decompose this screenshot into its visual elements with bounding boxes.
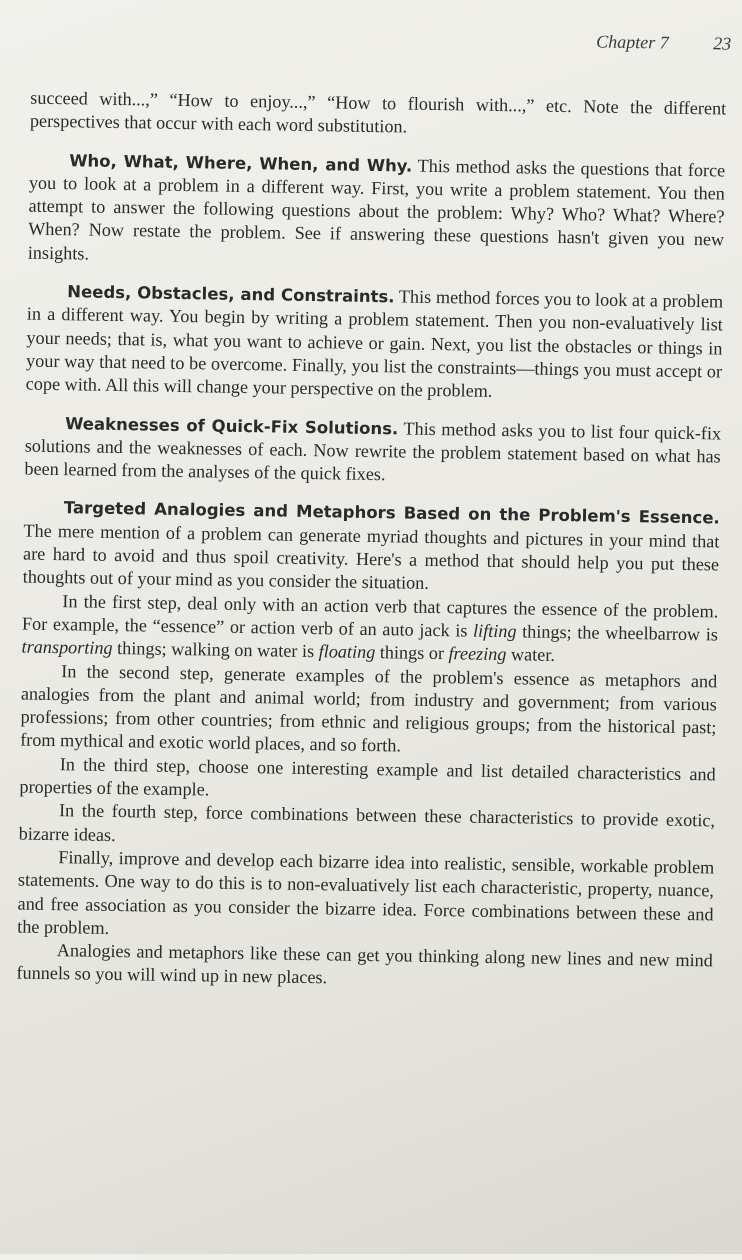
paragraph-text: things; walking on water is [112, 638, 319, 662]
paragraph-text: In the fourth step, force combinations between these characteristics to provide exotic, bizarre ideas. [18, 800, 716, 845]
paragraph-text: In the second step, generate examples of the problem's essence as metaphors and analogies from the plant and animal world; from industry and government; from various professions; from other countries; from ethnic and religious groups; from the historical past; from mythical and exotic world places, and so forth. [20, 660, 718, 756]
paragraph [17, 845, 714, 949]
paragraph-text: things or [375, 642, 449, 664]
paragraph-text: In the first step, deal only with an action verb that captures the essence of the problem. For example, the “essence” or action verb of an auto jack is [21, 590, 719, 641]
paragraph-text: Analogies and metaphors like these can get you thinking along new lines and new mind funnels so you will wind up in new places. [16, 940, 713, 988]
paragraph-text: water. [506, 644, 556, 666]
paragraph-heading: Who, What, Where, When, and Why. [69, 150, 413, 176]
paragraph-text: This method asks the questions that force you to look at a problem in a different way. First, you write a problem statement. You then attempt to answer the following questions about the problem: Why? Who? What? Where? When? Now restate the problem. See if answering these questions hasn't given you new insights. [27, 155, 726, 264]
running-head [596, 31, 731, 54]
italic-term: transporting [21, 636, 113, 659]
page-number: 23 [713, 33, 732, 54]
chapter-label: Chapter 7 [596, 31, 669, 53]
paragraph-text: The mere mention of a problem can generate myriad thoughts and pictures in your mind that are hard to avoid and thus spoil creativity. Here's a method that should help you put these thoughts out of your mind as you consider the situation. [22, 520, 720, 594]
paragraph [23, 496, 720, 600]
paragraph-text: succeed with...,” “How to enjoy...,” “How to flourish with...,” etc. Note the different perspectives that occur with each word substitution. [29, 87, 727, 137]
italic-term: lifting [472, 620, 517, 642]
paragraph-text: Finally, improve and develop each bizarre idea into realistic, sensible, workable problem statements. One way to do this is to non-evaluatively list each characteristic, property, nuance, and free association as you consider the bizarre idea. Force combinations between these and the problem. [17, 847, 715, 938]
italic-term: freezing [448, 643, 507, 665]
paragraph-heading: Weaknesses of Quick-Fix Solutions. [65, 413, 399, 438]
paragraph [26, 280, 724, 407]
paragraph-text: This method asks you to list four quick-fix solutions and the weaknesses of each. Now rewrite the problem statement based on what has been learned from the analyses of the quick fixes. [24, 417, 722, 485]
italic-term: floating [318, 641, 376, 663]
paragraph [28, 148, 726, 275]
paragraph [20, 659, 717, 763]
paragraph [24, 411, 721, 492]
paragraph [21, 589, 718, 670]
paragraph [30, 87, 727, 145]
paragraph-heading: Needs, Obstacles, and Constraints. [67, 282, 395, 307]
paragraph-heading: Targeted Analogies and Metaphors Based on the Problem's Essence. [63, 498, 720, 528]
paragraph [16, 939, 713, 997]
paragraph-text: things; the wheelbarrow is [516, 621, 719, 645]
body-text [16, 87, 726, 997]
paragraph-text: This method forces you to look at a problem in a different way. You begin by writing a problem statement. Then you non-evaluatively list your needs; that is, what you want to achieve or gain. Next, you list the obstacles or things in your way that need to be overcome. Finally, you list the constraints—things you must accept or cope with. All this will change your perspective on the problem. [25, 286, 724, 402]
paragraph-text: In the third step, choose one interesting example and list detailed characteristics and properties of the example. [19, 753, 716, 800]
